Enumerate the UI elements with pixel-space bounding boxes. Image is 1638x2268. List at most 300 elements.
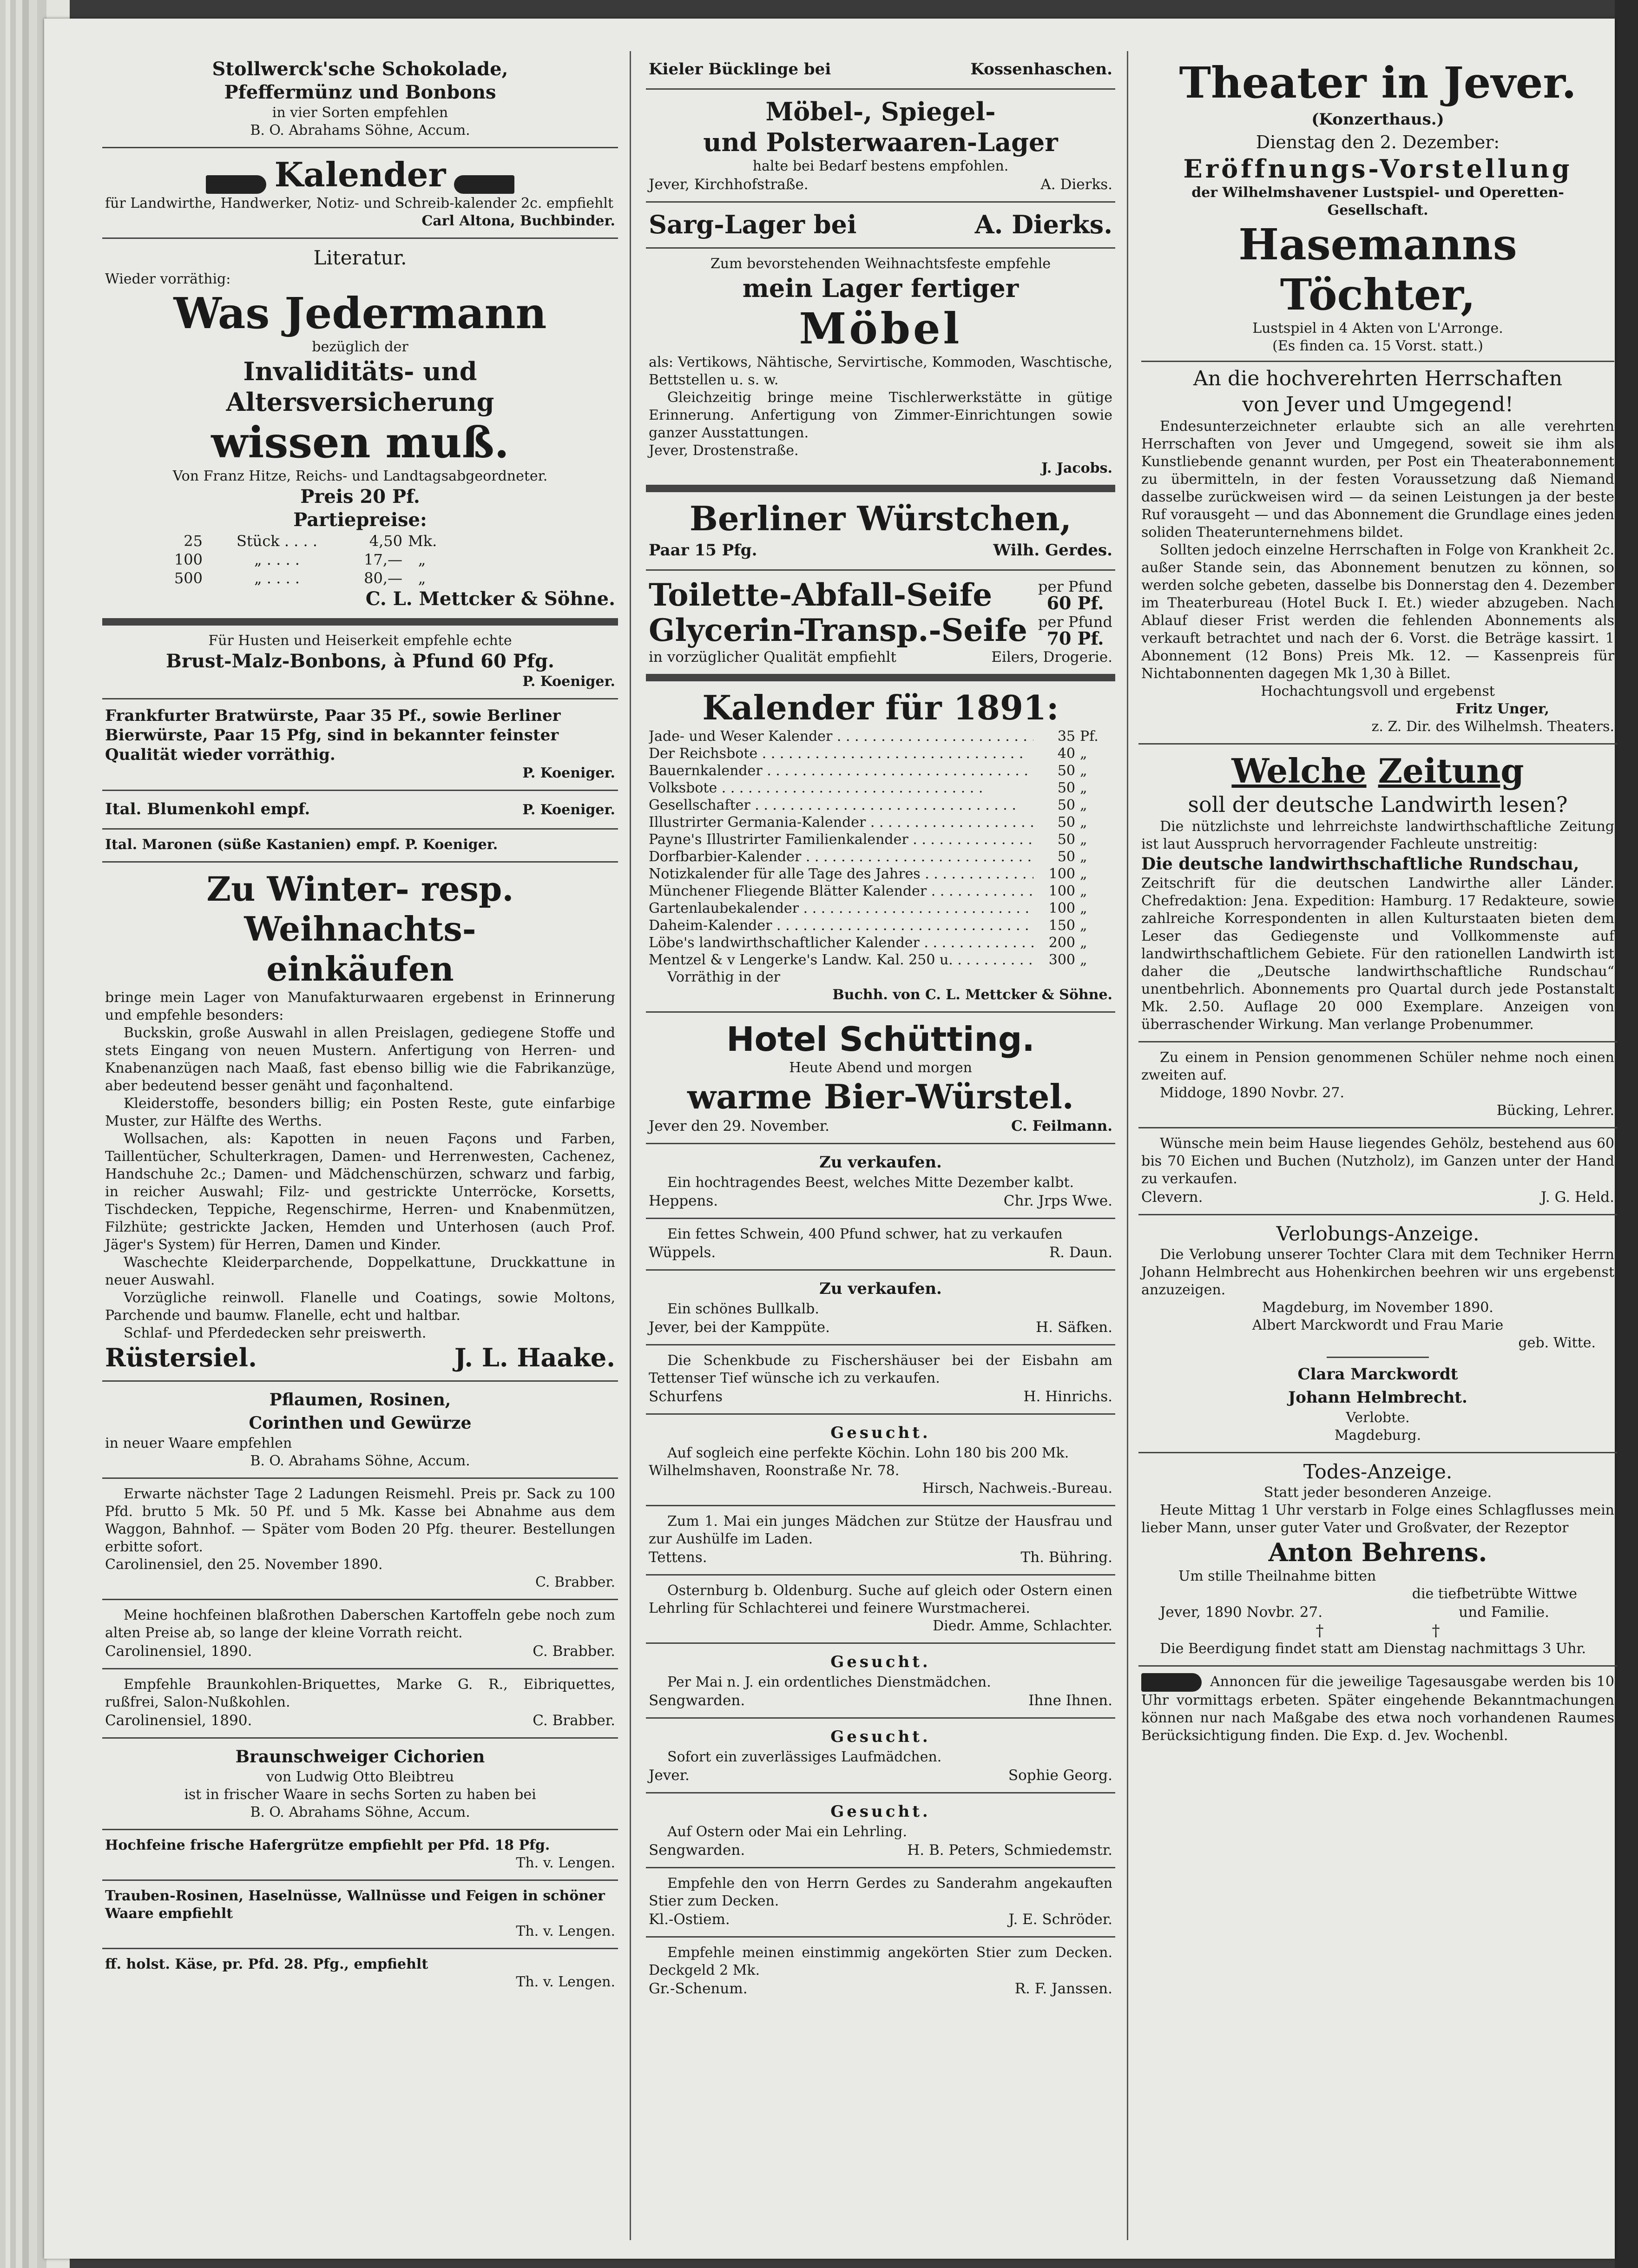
ad-signature: C. Feilmann. xyxy=(1011,1118,1112,1134)
ad-schwein xyxy=(646,1219,1115,1271)
ad-place: Jever, bei der Kamppüte. xyxy=(649,1319,830,1336)
ad-headline: Welche xyxy=(1231,751,1367,791)
ad-headline: Zu Winter- resp. Weihnachts- xyxy=(206,869,514,949)
product-name: Toilette-Abfall-Seife xyxy=(649,577,993,613)
price: 4,50 xyxy=(369,532,402,550)
paragraph: bringe mein Lager von Manufakturwaaren ergebenst in Erinnerung und empfehle besonders: xyxy=(105,989,615,1023)
paragraph: Per Mai n. J. ein ordentliches Dienstmädchen. xyxy=(667,1674,991,1690)
ad-signature: H. Hinrichs. xyxy=(1023,1388,1112,1405)
calendar-unit: „ xyxy=(1080,831,1087,848)
ad-headline: Gesucht. xyxy=(830,1424,931,1442)
calendar-price: 50 xyxy=(1057,763,1075,779)
ad-headline: einkäufen xyxy=(266,949,454,989)
price: 70 Pf. xyxy=(1046,628,1104,649)
ad-text: Wieder vorräthig: xyxy=(105,271,231,287)
ad-text: Hochfeine frische Hafergrütze empfiehlt per Pfd. 18 Pfg. xyxy=(105,1837,550,1853)
column-3 xyxy=(1138,51,1617,2249)
paragraph: Ein fettes Schwein, 400 Pfund schwer, hat zu verkaufen xyxy=(667,1226,1063,1242)
paragraph: Auf sogleich eine perfekte Köchin. Lohn 180 bis 200 Mk. xyxy=(667,1445,1069,1461)
ad-signature: P. Koeniger. xyxy=(522,802,615,818)
calendar-name: Gesellschafter . . . xyxy=(649,797,1033,814)
ad-place: Magdeburg. xyxy=(1334,1427,1421,1444)
ad-place: Kl.-Ostiem. xyxy=(649,1911,730,1928)
ad-signature: C. Brabber. xyxy=(535,1574,615,1590)
paragraph: Annoncen für die jeweilige Tagesausgabe werden bis 10 Uhr vormittags erbeten. Später eingehende Bekanntmachungen können nur nach Maßgabe des etwa noch vorhandenen Raumes Berücksichtigung finden. Die Exp. d. Jev. Wochenbl. xyxy=(1141,1674,1614,1744)
ad-subhead: (Konzerthaus.) xyxy=(1311,110,1444,129)
ad-headline: Möbel-, Spiegel- xyxy=(765,97,996,126)
ad-text: bezüglich der xyxy=(312,339,408,355)
ad-name: Clara Marckwordt xyxy=(1297,1365,1458,1384)
qty: 500 xyxy=(174,569,203,587)
ad-sarg xyxy=(646,203,1115,249)
calendar-row xyxy=(649,951,1112,969)
ad-signature: Albert Marckwordt und Frau Marie xyxy=(1252,1317,1504,1333)
calendar-row xyxy=(649,865,1112,883)
calendar-price: 150 xyxy=(1048,917,1075,934)
ad-signature: Wilh. Gerdes. xyxy=(993,541,1112,560)
ad-text: ist in frischer Waare in sechs Sorten zu haben bei xyxy=(184,1787,536,1803)
ad-signature: P. Koeniger. xyxy=(522,673,615,690)
ad-text: Trauben-Rosinen, Haselnüsse, Wallnüsse und Feigen in schöner Waare empfiehlt xyxy=(105,1888,605,1922)
paragraph: Zu einem in Pension genommenen Schüler nehme noch einen zweiten auf. xyxy=(1141,1049,1614,1083)
ad-signature: geb. Witte. xyxy=(1518,1335,1596,1351)
ad-headline: soll der deutsche Landwirth lesen? xyxy=(1188,792,1568,817)
ad-place: Jever. xyxy=(649,1767,690,1784)
ad-signature: B. O. Abrahams Söhne, Accum. xyxy=(250,1453,470,1469)
ad-place: Sengwarden. xyxy=(649,1692,745,1709)
ad-text: Heute Abend und morgen xyxy=(789,1060,972,1076)
ad-gesucht-laufmaedchen xyxy=(646,1719,1115,1793)
column-2 xyxy=(646,51,1115,2249)
unit: „ . . . . xyxy=(254,551,300,568)
paragraph: Empfehle Braunkohlen-Briquettes, Marke G. R., Eibriquettes, rußfrei, Salon-Nußkohlen. xyxy=(105,1676,615,1710)
calendar-row xyxy=(649,883,1112,900)
price-unit: per Pfund xyxy=(1038,613,1112,631)
calendar-name: Volksbote . . . xyxy=(649,779,1033,797)
ad-text: Dienstag den 2. Dezember: xyxy=(1256,132,1500,152)
ad-signature: Th. Bühring. xyxy=(1020,1549,1112,1566)
ad-hafergruetze xyxy=(102,1830,618,1881)
ad-verkaufen-1 xyxy=(646,1144,1115,1219)
ad-seife xyxy=(646,571,1115,681)
ad-todes xyxy=(1138,1453,1617,1667)
ad-reismehl xyxy=(102,1479,618,1600)
paragraph: Ein hochtragendes Beest, welches Mitte Dezember kalbt. xyxy=(667,1174,1074,1191)
ad-place: Tettens. xyxy=(649,1549,707,1566)
calendar-row xyxy=(649,779,1112,797)
paragraph: Sofort ein zuverlässiges Laufmädchen. xyxy=(667,1749,942,1765)
paragraph: Zeitschrift für die deutschen Landwirthe aller Länder. Chefredaktion: Jena. Expedition: Hamburg. 17 Redakteure, sowie zahlreiche Korrespondenten in allen Kulturstaaten bieten dem Leser das Gediegenste und Vollkommenste auf landwirthschaftlichem Gebiete. Für den rationellen Landwirth ist daher die „Deutsche landwirthschaftliche Rundschau“ unentbehrlich. Abonnements pro Quartal durch jede Postanstalt Mk. 2.50. Auflage 20 000 Exemplare. Anzeigen von überraschender Wirkung. Man verlange Probenummer. xyxy=(1141,875,1614,1033)
calendar-row xyxy=(649,934,1112,951)
paragraph: Auf Ostern oder Mai ein Lehrling. xyxy=(667,1824,908,1840)
ad-theater xyxy=(1138,51,1617,745)
ad-kalender xyxy=(102,148,618,239)
ad-headline: Zeitung xyxy=(1378,751,1524,791)
ad-signature: Buchh. von C. L. Mettcker & Söhne. xyxy=(832,987,1112,1003)
pointing-hand-icon xyxy=(1141,1673,1202,1692)
paragraph: Erwarte nächster Tage 2 Ladungen Reismehl. Preis pr. Sack zu 100 Pfd. brutto 5 Mk. 50 Pf. und 5 Mk. Kasse bei Abnahme aus dem Waggon, Bahnhof. — Später vom Boden 20 Pfg. theurer. Bestellungen erbitte sofort. xyxy=(105,1486,615,1555)
calendar-price: 50 xyxy=(1057,831,1075,848)
ad-stier-1 xyxy=(646,1868,1115,1938)
ad-bratwurst xyxy=(102,699,618,791)
ad-wuerstchen xyxy=(646,492,1115,571)
ad-schenkbude xyxy=(646,1345,1115,1415)
ad-gehoelz xyxy=(1138,1128,1617,1215)
ad-signature: Kossenhaschen. xyxy=(970,60,1112,79)
ad-headline: von Jever und Umgegend! xyxy=(1242,393,1513,416)
paragraph: Wollsachen, als: Kapotten in neuen Façons und Farben, Taillentücher, Schulterkragen, Damen- und Herrenwesten, Cachenez, Handschuhe 2c.; Damen- und Mädchenschürzen, schwarz und farbig, in reicher Auswahl; Filz- und gestrickte Unterröcke, Korsetts, Tischdecken, Teppiche, Regenschirme, Herren- und Knabenmützen, Filzhüte; gestrickte Jacken, Hemden und Unterhosen (auch Prof. Jäger's System) für Herren, Damen und Kinder. xyxy=(105,1131,615,1253)
paragraph: Endesunterzeichneter erlaubte sich an alle verehrten Herrschaften von Jever und Umgegend, soweit sie ihm als Kunstliebende genannt wurden, per Post ein Theaterabonnement zu übermitteln, in der festen Voraussetzung daß Niemand dasselbe zurückweisen wird — da seinen Leistungen ja der beste Ruf vorausgeht — und das Abonnement die Grundlage eines jeden soliden Theaterunternehmens bildet. xyxy=(1141,418,1614,541)
price-text: Preis 20 Pf. xyxy=(300,486,420,508)
ad-name: Anton Behrens. xyxy=(1268,1537,1487,1567)
ad-headline: Gesucht. xyxy=(830,1653,931,1671)
price: 60 Pf. xyxy=(1046,593,1104,613)
ad-place: Middoge, 1890 Novbr. 27. xyxy=(1160,1085,1344,1101)
ad-signature: Fritz Unger, xyxy=(1455,701,1549,717)
ad-moebel-lager xyxy=(646,90,1115,203)
ad-signature: Th. v. Lengen. xyxy=(516,1974,615,1990)
qty: 25 xyxy=(184,532,203,550)
ad-signature: Th. v. Lengen. xyxy=(516,1923,615,1939)
ad-winter xyxy=(102,863,618,1382)
ad-signature: C. Brabber. xyxy=(533,1643,615,1660)
ad-signature: Th. v. Lengen. xyxy=(516,1855,615,1871)
ad-signature: J. Jacobs. xyxy=(1041,460,1112,476)
calendar-unit: „ xyxy=(1080,900,1087,916)
calendar-unit: „ xyxy=(1080,780,1087,796)
ad-place: Jever den 29. November. xyxy=(649,1118,829,1134)
ad-headline: Möbel xyxy=(799,303,962,354)
ad-briquettes xyxy=(102,1669,618,1739)
ad-headline: Die deutsche landwirthschaftliche Rundschau, xyxy=(1141,854,1579,874)
calendar-name: Der Reichsbote . . . xyxy=(649,745,1033,762)
ad-text: Paar 15 Pfg. xyxy=(649,541,757,560)
unit: Stück . . . . xyxy=(236,532,318,550)
ad-buecklinge xyxy=(646,51,1115,90)
ad-signature: A. Dierks. xyxy=(974,210,1112,239)
paragraph: Die Verlobung unserer Tochter Clara mit dem Techniker Herrn Johann Helmbrecht aus Hohenkirchen beehren wir uns ergebenst anzuzeigen. xyxy=(1141,1246,1614,1298)
ad-place: Wüppels. xyxy=(649,1244,716,1261)
calendar-name: Dorfbarbier-Kalender . . . xyxy=(649,848,1033,865)
product-name: Glycerin-Transp.-Seife xyxy=(649,612,1027,648)
calendar-name: Daheim-Kalender . . . xyxy=(649,917,1033,934)
ad-place: Carolinensiel, den 25. November 1890. xyxy=(105,1556,383,1573)
ad-place: Clevern. xyxy=(1141,1189,1203,1206)
ad-headline: Gesucht. xyxy=(830,1802,931,1821)
price-unit: per Pfund xyxy=(1038,578,1112,595)
calendar-unit: Pf. xyxy=(1080,728,1099,745)
paragraph: Empfehle meinen einstimmig angekörten Stier zum Decken. Deckgeld 2 Mk. xyxy=(649,1945,1112,1978)
paragraph: Empfehle den von Herrn Gerdes zu Sanderahm angekauften Stier zum Decken. xyxy=(649,1875,1112,1909)
calendar-unit: „ xyxy=(1080,763,1087,779)
cross-icon: † xyxy=(1432,1622,1440,1640)
ad-text: Statt jeder besonderen Anzeige. xyxy=(1263,1484,1492,1501)
paragraph: als: Vertikows, Nähtische, Servirtische, Kommoden, Waschtische, Bettstellen u. s. w. xyxy=(649,354,1112,388)
ad-text: halte bei Bedarf bestens empfohlen. xyxy=(752,158,1009,174)
calendar-row xyxy=(649,762,1112,779)
ad-place: Wilhelmshaven, Roonstraße Nr. 78. xyxy=(649,1463,900,1479)
paragraph: Heute Mittag 1 Uhr verstarb in Folge eines Schlagflusses mein lieber Mann, unser guter Vater und Großvater, der Rezeptor xyxy=(1141,1502,1614,1536)
calendar-row xyxy=(649,917,1112,934)
ad-signature: Bücking, Lehrer. xyxy=(1496,1102,1614,1119)
ad-signature: H. Säfken. xyxy=(1036,1319,1112,1336)
ad-signature: Eilers, Drogerie. xyxy=(991,649,1112,666)
qty: 100 xyxy=(174,551,203,568)
calendar-price: 300 xyxy=(1048,952,1075,968)
ad-text: für Landwirthe, Handwerker, Notiz- und Schreib-kalender 2c. empfiehlt xyxy=(105,195,614,211)
ad-place: Carolinensiel, 1890. xyxy=(105,1712,252,1729)
ad-headline: Brust-Malz-Bonbons, à Pfund 60 Pfg. xyxy=(166,650,554,672)
column-divider-2 xyxy=(1127,51,1128,2240)
ad-place: Carolinensiel, 1890. xyxy=(105,1643,252,1660)
paragraph: Ein schönes Bullkalb. xyxy=(667,1301,819,1317)
ad-headline: Berliner Würstchen, xyxy=(690,499,1072,538)
paragraph: Buckskin, große Auswahl in allen Preislagen, gediegene Stoffe und stets Eingang von neuen Mustern. Anfertigung von Herren- und Knabenanzügen nach Maaß, fast ebenso billig wie die Fabrikanzüge, aber bedeutend besser genäht und façonhaltend. xyxy=(105,1025,615,1094)
ad-text: Ital. Maronen (süße Kastanien) empf. P. Koeniger. xyxy=(105,837,498,853)
calendar-price: 50 xyxy=(1057,814,1075,831)
unit: „ . . . . xyxy=(254,569,300,587)
calendar-unit: „ xyxy=(1080,952,1087,968)
ad-text: Kieler Bücklinge bei xyxy=(649,60,831,79)
paragraph: Die Beerdigung findet statt am Dienstag nachmittags 3 Uhr. xyxy=(1160,1641,1586,1657)
ad-headline: Hotel Schütting. xyxy=(726,1020,1035,1059)
calendar-price: 40 xyxy=(1057,745,1075,762)
paragraph: Die nützlichste und lehrreichste landwirthschaftliche Zeitung ist laut Ausspruch hervorragender Fachleute unstreitig: xyxy=(1141,818,1614,852)
ad-text: in vier Sorten empfehlen xyxy=(272,105,448,121)
section-heading: Literatur. xyxy=(313,246,407,269)
ad-signature: A. Dierks. xyxy=(1040,176,1112,193)
calendar-unit: „ xyxy=(1080,849,1087,865)
calendar-unit: „ xyxy=(1080,883,1087,899)
currency: „ xyxy=(418,569,426,587)
ad-headline: Hasemanns Töchter, xyxy=(1238,219,1517,320)
currency: „ xyxy=(418,551,426,568)
ad-name: Johann Helmbrecht. xyxy=(1288,1388,1467,1407)
ad-headline: An die hochverehrten Herrschaften xyxy=(1193,367,1563,390)
ad-gesucht-dienstmaedchen xyxy=(646,1644,1115,1719)
paragraph: Zum 1. Mai ein junges Mädchen zur Stütze der Hausfrau und zur Aushülfe im Laden. xyxy=(649,1513,1112,1547)
ad-verlobung xyxy=(1138,1215,1617,1453)
ad-text: Vorräthig in der xyxy=(667,969,781,985)
ad-gesucht-koechin xyxy=(646,1415,1115,1506)
ad-maronen xyxy=(102,830,618,863)
ad-text: von Ludwig Otto Bleibtreu xyxy=(266,1769,454,1785)
ad-text: und Familie. xyxy=(1459,1604,1549,1621)
currency: Mk. xyxy=(408,532,437,550)
ad-headline: mein Lager fertiger xyxy=(742,273,1019,303)
ad-text: Hochachtungsvoll und ergebenst xyxy=(1261,683,1495,699)
calendar-row xyxy=(649,728,1112,745)
ad-signature: Chr. Jrps Wwe. xyxy=(1003,1193,1112,1209)
calendar-price: 50 xyxy=(1057,849,1075,865)
pointing-hand-icon xyxy=(454,175,514,194)
cross-icon: † xyxy=(1316,1622,1324,1640)
calendar-name: Mentzel & v Lengerke's Landw. Kal. 250 u. . . . xyxy=(649,951,1033,969)
ad-signature: Diedr. Amme, Schlachter. xyxy=(933,1618,1112,1634)
book-spine xyxy=(1615,0,1638,2268)
calendar-price: 200 xyxy=(1048,935,1075,951)
ad-text: Lustspiel in 4 Akten von L'Arronge. xyxy=(1252,320,1503,336)
calendar-name: Notizkalender für alle Tage des Jahres . . . xyxy=(649,865,1033,883)
calendar-price: 50 xyxy=(1057,797,1075,813)
calendar-row xyxy=(649,900,1112,917)
calendar-name: Illustrirter Germania-Kalender . . . xyxy=(649,814,1033,831)
calendar-unit: „ xyxy=(1080,935,1087,951)
ad-signature: B. O. Abrahams Söhne, Accum. xyxy=(250,1804,470,1820)
ad-headline: und Polsterwaaren-Lager xyxy=(703,127,1058,157)
ad-headline: Todes-Anzeige. xyxy=(1303,1460,1453,1483)
ad-headline: Verlobungs-Anzeige. xyxy=(1276,1222,1480,1245)
ad-stier-2 xyxy=(646,1938,1115,2005)
paragraph: Meine hochfeinen blaßrothen Daberschen Kartoffeln gebe noch zum alten Preise ab, so lange der kleine Vorrath reicht. xyxy=(105,1607,615,1641)
ad-signature: Ihne Ihnen. xyxy=(1028,1692,1112,1709)
ad-place: Rüstersiel. xyxy=(105,1343,257,1372)
paragraph: Sollten jedoch einzelne Herrschaften in Folge von Krankheit 2c. außer Stande sein, das Abonnement benutzen zu können, so werden solche gebeten, dasselbe bis Donnerstag den 4. Dezember im Theaterbureau (Hotel Buck I. Et.) wieder abzugeben. Nach Ablauf dieser Frist werden die fehlenden Abonnements als verkauft betrachtet und nach der 6. Vorst. die Beträge kassirt. 1 Abonnement (12 Bons) Preis Mk. 12. — Kassenpreis für Nichtabonnenten dagegen Mk 1,30 à Billet. xyxy=(1141,542,1614,682)
price: 80,— xyxy=(364,569,402,587)
calendar-row xyxy=(649,831,1112,848)
calendar-price: 35 xyxy=(1057,728,1075,745)
ad-text: Ital. Blumenkohl empf. xyxy=(105,800,310,818)
ad-zeitung xyxy=(1138,745,1617,1042)
paragraph: Vorzügliche reinwoll. Flanelle und Coatings, sowie Moltons, Parchende und baumw. Flanelle, echt und haltbar. xyxy=(105,1290,615,1324)
ad-stollwerck xyxy=(102,51,618,148)
ad-place: Schurfens xyxy=(649,1388,723,1405)
calendar-row xyxy=(649,848,1112,865)
calendar-price-list xyxy=(649,728,1112,969)
ad-headline: Stollwerck'sche Schokolade, xyxy=(212,58,508,80)
ad-headline: Gesucht. xyxy=(830,1727,931,1746)
price-row xyxy=(105,569,615,587)
calendar-unit: „ xyxy=(1080,866,1087,882)
ad-signature: J. E. Schröder. xyxy=(1008,1911,1112,1928)
ad-text: Verlobte. xyxy=(1346,1410,1410,1426)
ad-signature: Carl Altona, Buchbinder. xyxy=(421,213,615,229)
ad-signature: B. O. Abrahams Söhne, Accum. xyxy=(250,122,470,138)
column-divider-1 xyxy=(630,51,631,2240)
ad-headline: Kalender xyxy=(274,155,446,194)
ad-cichorien xyxy=(102,1739,618,1830)
price: 17,— xyxy=(364,551,402,568)
ad-subhead: Partiepreise: xyxy=(293,509,427,531)
calendar-name: Payne's Illustrirter Familienkalender . . . xyxy=(649,831,1033,848)
ad-headline: Zu verkaufen. xyxy=(819,1153,942,1172)
calendar-price: 100 xyxy=(1048,883,1075,899)
ad-text: in vorzüglicher Qualität empfiehlt xyxy=(649,649,896,666)
ad-headline: Invaliditäts- und Altersversicherung xyxy=(226,356,494,417)
ad-literatur xyxy=(102,239,618,626)
calendar-unit: „ xyxy=(1080,797,1087,813)
ad-headline: Theater in Jever. xyxy=(1179,58,1577,108)
ad-kalender-1891 xyxy=(646,681,1115,1013)
price-row xyxy=(105,550,615,569)
ad-place: Sengwarden. xyxy=(649,1842,745,1859)
calendar-name: Bauernkalender . . . xyxy=(649,762,1033,779)
ad-place: Jever, Drostenstraße. xyxy=(649,442,799,459)
ad-kartoffeln xyxy=(102,1600,618,1669)
ad-headline: Zu verkaufen. xyxy=(819,1279,942,1298)
ad-text: in neuer Waare empfehlen xyxy=(105,1435,292,1451)
ad-text: Um stille Theilnahme bitten xyxy=(1178,1568,1376,1584)
paragraph: Waschechte Kleiderparchende, Doppelkattune, Druckkattune in neuer Auswahl. xyxy=(105,1254,615,1288)
paragraph: Osternburg b. Oldenburg. Suche auf gleich oder Ostern einen Lehrling für Schlachterei und feinere Wurstmacherei. xyxy=(649,1582,1112,1616)
ad-signature: R. F. Janssen. xyxy=(1014,1980,1112,1997)
calendar-unit: „ xyxy=(1080,745,1087,762)
ad-verkaufen-2 xyxy=(646,1271,1115,1345)
ad-osternburg xyxy=(646,1576,1115,1644)
calendar-row xyxy=(649,745,1112,762)
ad-maedchen xyxy=(646,1506,1115,1576)
ad-headline: Was Jedermann xyxy=(173,288,547,338)
ad-place: Heppens. xyxy=(649,1193,718,1209)
ad-text: Zum bevorstehenden Weihnachtsfeste empfehle xyxy=(710,256,1051,272)
calendar-name: Jade- und Weser Kalender . . . xyxy=(649,728,1033,745)
ad-signature: R. Daun. xyxy=(1049,1244,1112,1261)
pointing-hand-icon xyxy=(206,175,266,194)
ad-annoncen xyxy=(1138,1667,1617,1752)
calendar-price: 100 xyxy=(1048,900,1075,916)
calendar-price: 100 xyxy=(1048,866,1075,882)
ad-headline: Pflaumen, Rosinen, xyxy=(269,1390,451,1410)
ad-headline: wissen muß. xyxy=(211,417,509,468)
ad-text: die tiefbetrübte Wittwe xyxy=(1412,1586,1577,1602)
ad-text: (Es finden ca. 15 Vorst. statt.) xyxy=(1272,338,1483,354)
ad-headline: Braunschweiger Cichorien xyxy=(235,1747,485,1767)
ad-kaese xyxy=(102,1949,618,1998)
ad-pflaumen xyxy=(102,1382,618,1479)
calendar-row xyxy=(649,814,1112,831)
ad-signature: J. L. Haake. xyxy=(454,1343,615,1372)
ad-place: Gr.-Schenum. xyxy=(649,1980,748,1997)
ad-signature: J. G. Held. xyxy=(1540,1189,1614,1206)
ad-trauben xyxy=(102,1881,618,1949)
ad-signature: C. Brabber. xyxy=(533,1712,615,1729)
ad-text: Für Husten und Heiserkeit empfehle echte xyxy=(208,633,512,649)
price-row xyxy=(105,532,615,550)
ad-pension xyxy=(1138,1042,1617,1128)
ad-place: Magdeburg, im November 1890. xyxy=(1262,1299,1493,1316)
ad-place: Jever, 1890 Novbr. 27. xyxy=(1160,1604,1323,1621)
ad-blumenkohl xyxy=(102,791,618,830)
ad-headline: Kalender für 1891: xyxy=(702,688,1059,727)
ad-signature: z. Z. Dir. des Wilhelmsh. Theaters. xyxy=(1371,719,1614,735)
calendar-unit: „ xyxy=(1080,814,1087,831)
ad-text: Frankfurter Bratwürste, Paar 35 Pf., sowie Berliner Bierwürste, Paar 15 Pfg, sind in bekannter feinster Qualität wieder vorräthig. xyxy=(105,706,561,764)
ad-hotel-schuetting xyxy=(646,1013,1115,1144)
calendar-row xyxy=(649,797,1112,814)
paragraph: Die Schenkbude zu Fischershäuser bei der Eisbahn am Tettenser Tief wünsche ich zu verkaufen. xyxy=(649,1352,1112,1386)
ad-headline: Sarg-Lager bei xyxy=(649,210,857,239)
paragraph: Kleiderstoffe, besonders billig; ein Posten Reste, gute einfarbige Muster, zur Hälfte des Werths. xyxy=(105,1095,615,1129)
ad-place: Jever, Kirchhofstraße. xyxy=(649,176,809,193)
ad-signature: H. B. Peters, Schmiedemstr. xyxy=(907,1842,1112,1859)
ad-headline: warme Bier-Würstel. xyxy=(687,1077,1074,1116)
ad-text: Von Franz Hitze, Reichs- und Landtagsabgeordneter. xyxy=(172,468,548,484)
paragraph: Wünsche mein beim Hause liegendes Gehölz, bestehend aus 60 bis 70 Eichen und Buchen (Nutzholz), im Ganzen unter der Hand zu verkaufen. xyxy=(1141,1135,1614,1187)
ad-jacobs xyxy=(646,249,1115,492)
ad-signature: Sophie Georg. xyxy=(1008,1767,1112,1784)
calendar-name: Münchener Fliegende Blätter Kalender . . . xyxy=(649,883,1033,900)
ad-signature: P. Koeniger. xyxy=(522,765,615,781)
paragraph: Gleichzeitig bringe meine Tischlerwerkstätte in gütige Erinnerung. Anfertigung von Zimmer-Einrichtungen sowie ganzer Ausstattungen. xyxy=(649,389,1112,441)
ad-signature: C. L. Mettcker & Söhne. xyxy=(365,588,615,610)
ad-gesucht-lehrling xyxy=(646,1793,1115,1868)
ad-husten xyxy=(102,626,618,699)
ad-signature: Hirsch, Nachweis.-Bureau. xyxy=(922,1480,1112,1497)
paragraph: Schlaf- und Pferdedecken sehr preiswerth. xyxy=(124,1325,427,1341)
calendar-unit: „ xyxy=(1080,917,1087,934)
column-1 xyxy=(102,51,618,2249)
calendar-name: Löbe's landwirthschaftlicher Kalender . . . xyxy=(649,934,1033,951)
